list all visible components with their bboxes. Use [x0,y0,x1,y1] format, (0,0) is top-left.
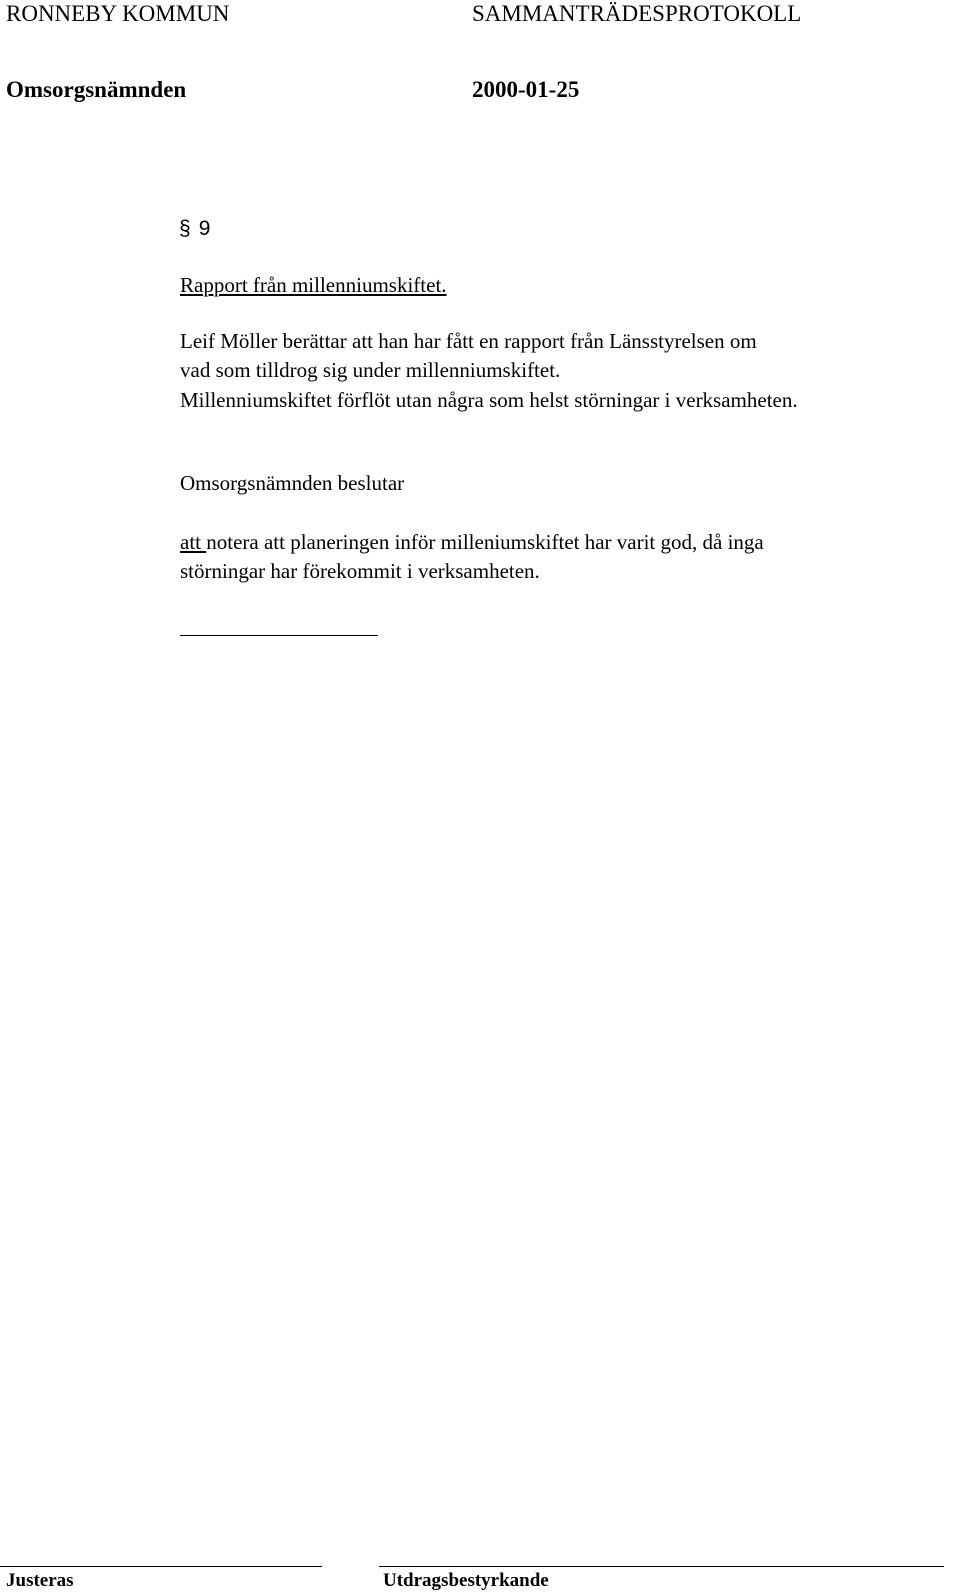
section-title: Rapport från millenniumskiftet. [180,273,447,297]
decision-intro: Omsorgsnämnden beslutar [180,471,405,495]
document-type: SAMMANTRÄDESPROTOKOLL [472,1,802,26]
committee-name: Omsorgsnämnden [6,77,187,102]
paragraph-line-2: vad som tilldrog sig under millenniumskiftet. [180,358,561,382]
footer-rule-left [0,1566,322,1567]
decision-line-2: störningar har förekommit i verksamheten. [180,559,540,583]
paragraph-line-3: Millenniumskiftet förflöt utan några som helst störningar i verksamheten. [180,388,798,412]
section-number [179,214,210,243]
section-number-value: 9 [198,217,211,240]
paragraph-line-1: Leif Möller berättar att han har fått en rapport från Länsstyrelsen om [180,329,757,353]
meeting-date: 2000-01-25 [472,77,580,102]
municipality-name: RONNEBY KOMMUN [6,1,230,26]
decision-line-1 [180,528,764,557]
paragraph-symbol: § [179,217,191,240]
footer-justeras: Justeras [6,1570,74,1591]
footer-utdragsbestyrkande: Utdragsbestyrkande [383,1570,549,1591]
decision-att: att [180,530,207,554]
decision-line-1-rest: notera att planeringen inför milleniumskiftet har varit god, då inga [206,530,764,554]
closing-rule [180,635,378,636]
footer-rule-right [379,1566,944,1567]
